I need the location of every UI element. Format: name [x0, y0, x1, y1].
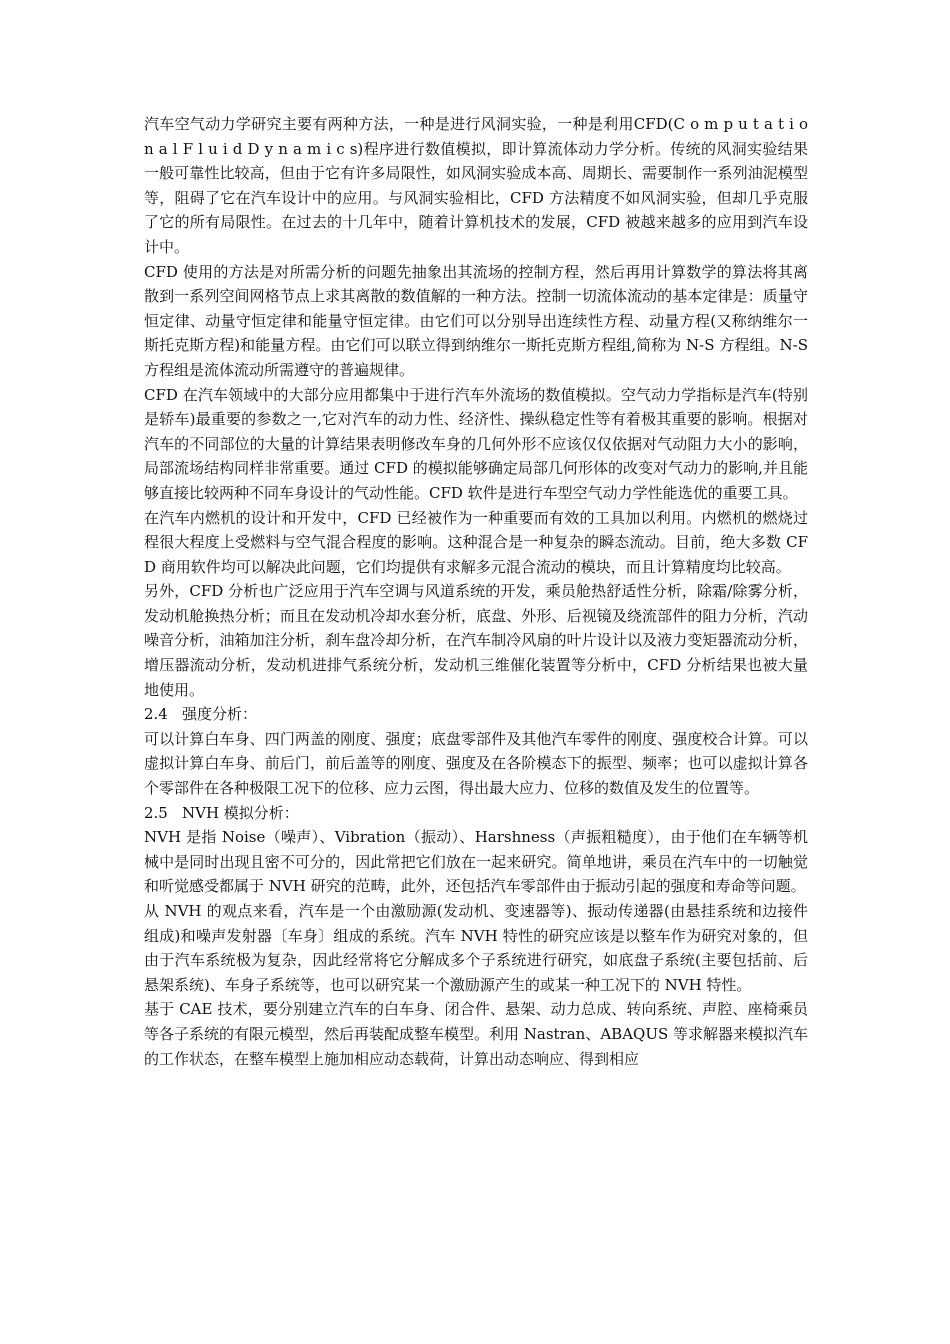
- section-number: 2.4: [144, 705, 168, 724]
- section-title: 强度分析：: [182, 705, 258, 724]
- section-heading-nvh: [144, 801, 808, 826]
- document-body: [144, 112, 808, 1071]
- paragraph-cfd-engine: 在汽车内燃机的设计和开发中，CFD 已经被作为一种重要而有效的工具加以利用。内燃机的燃烧过程很大程度上受燃料与空气混合程度的影响。这种混合是一种复杂的瞬态流动。目前，绝大多数 CFD 商用软件均可以解决此问题，它们均提供有求解多元混合流动的模块，而且计算精度均比较高。: [144, 508, 808, 576]
- paragraph-cfd-other-uses: 另外，CFD 分析也广泛应用于汽车空调与风道系统的开发，乘员舱热舒适性分析，除霜/除雾分析，发动机舱换热分析；而且在发动机冷却水套分析，底盘、外形、后视镜及绕流部件的阻力分析，汽动噪音分析，油箱加注分析，刹车盘冷却分析，在汽车制冷风扇的叶片设计以及液力变矩器流动分析，增压器流动分析，发动机进排气系统分析，发动机三维催化装置等分析中，CFD 分析结果也被大量地使用。: [144, 582, 808, 699]
- paragraph-cfd-intro: 汽车空气动力学研究主要有两种方法，一种是进行风洞实验，一种是利用CFD(C o m p u t a t i o n a l F l u i d D y n a m i c s)程序进行数值模拟，即计算流体动力学分析。传统的风洞实验结果一般可靠性比较高，但由于它有许多局限性，如风洞实验成本高、周期长、需要制作一系列油泥模型等，阻碍了它在汽车设计中的应用。与风洞实验相比，CFD 方法精度不如风洞实验，但却几乎克服了它的所有局限性。在过去的十几年中，随着计算机技术的发展，CFD 被越来越多的应用到汽车设计中。: [144, 115, 808, 256]
- paragraph-nvh-cae: 基于 CAE 技术，要分别建立汽车的白车身、闭合件、悬架、动力总成、转向系统、声腔、座椅乘员等各子系统的有限元模型，然后再装配成整车模型。利用 Nastran、ABAQUS 等求解器来模拟汽车的工作状态，在整车模型上施加相应动态载荷，计算出动态响应、得到相应: [144, 1000, 809, 1068]
- section-heading-strength: [144, 702, 808, 727]
- paragraph-cfd-external-flow: CFD 在汽车领域中的大部分应用都集中于进行汽车外流场的数值模拟。空气动力学指标是汽车(特别是轿车)最重要的参数之一,它对汽车的动力性、经济性、操纵稳定性等有着极其重要的影响。根据对汽车的不同部位的大量的计算结果表明修改车身的几何外形不应该仅仅依据对气动阻力大小的影响，局部流场结构同样非常重要。通过 CFD 的模拟能够确定局部几何形体的改变对气动力的影响,并且能够直接比较两种不同车身设计的气动性能。CFD 软件是进行车型空气动力学性能选优的重要工具。: [144, 385, 808, 502]
- section-number: 2.5: [144, 803, 168, 822]
- paragraph-nvh-definition: NVH 是指 Noise（噪声）、Vibration（振动）、Harshness（声振粗糙度），由于他们在车辆等机械中是同时出现且密不可分的，因此常把它们放在一起来研究。简单地讲，乘员在汽车中的一切触觉和听觉感受都属于 NVH 研究的范畴，此外，还包括汽车零部件由于振动引起的强度和寿命等问题。: [144, 828, 808, 896]
- paragraph-nvh-system: 从 NVH 的观点来看，汽车是一个由激励源(发动机、变速器等)、振动传递器(由悬挂系统和边接件组成)和噪声发射器〔车身〕组成的系统。汽车 NVH 特性的研究应该是以整车作为研究对象的，但由于汽车系统极为复杂，因此经常将它分解成多个子系统进行研究，如底盘子系统(主要包括前、后悬架系统)、车身子系统等，也可以研究某一个激励源产生的或某一种工况下的 NVH 特性。: [144, 902, 808, 994]
- paragraph-strength: 可以计算白车身、四门两盖的刚度、强度；底盘零部件及其他汽车零件的刚度、强度校合计算。可以虚拟计算白车身、前后门，前后盖等的刚度、强度及在各阶模态下的振型、频率；也可以虚拟计算各个零部件在各种极限工况下的位移、应力云图，得出最大应力、位移的数值及发生的位置等。: [144, 729, 808, 798]
- section-title: NVH 模拟分析：: [182, 803, 299, 822]
- paragraph-cfd-method: CFD 使用的方法是对所需分析的问题先抽象出其流场的控制方程，然后再用计算数学的算法将其离散到一系列空间网格节点上求其离散的数值解的一种方法。控制一切流体流动的基本定律是：质量守恒定律、动量守恒定律和能量守恒定律。由它们可以分别导出连续性方程、动量方程(又称纳维尔一斯托克斯方程)和能量方程。由它们可以联立得到纳维尔一斯托克斯方程组,简称为 N-S 方程组。N-S 方程组是流体流动所需遵守的普遍规律。: [144, 262, 808, 379]
